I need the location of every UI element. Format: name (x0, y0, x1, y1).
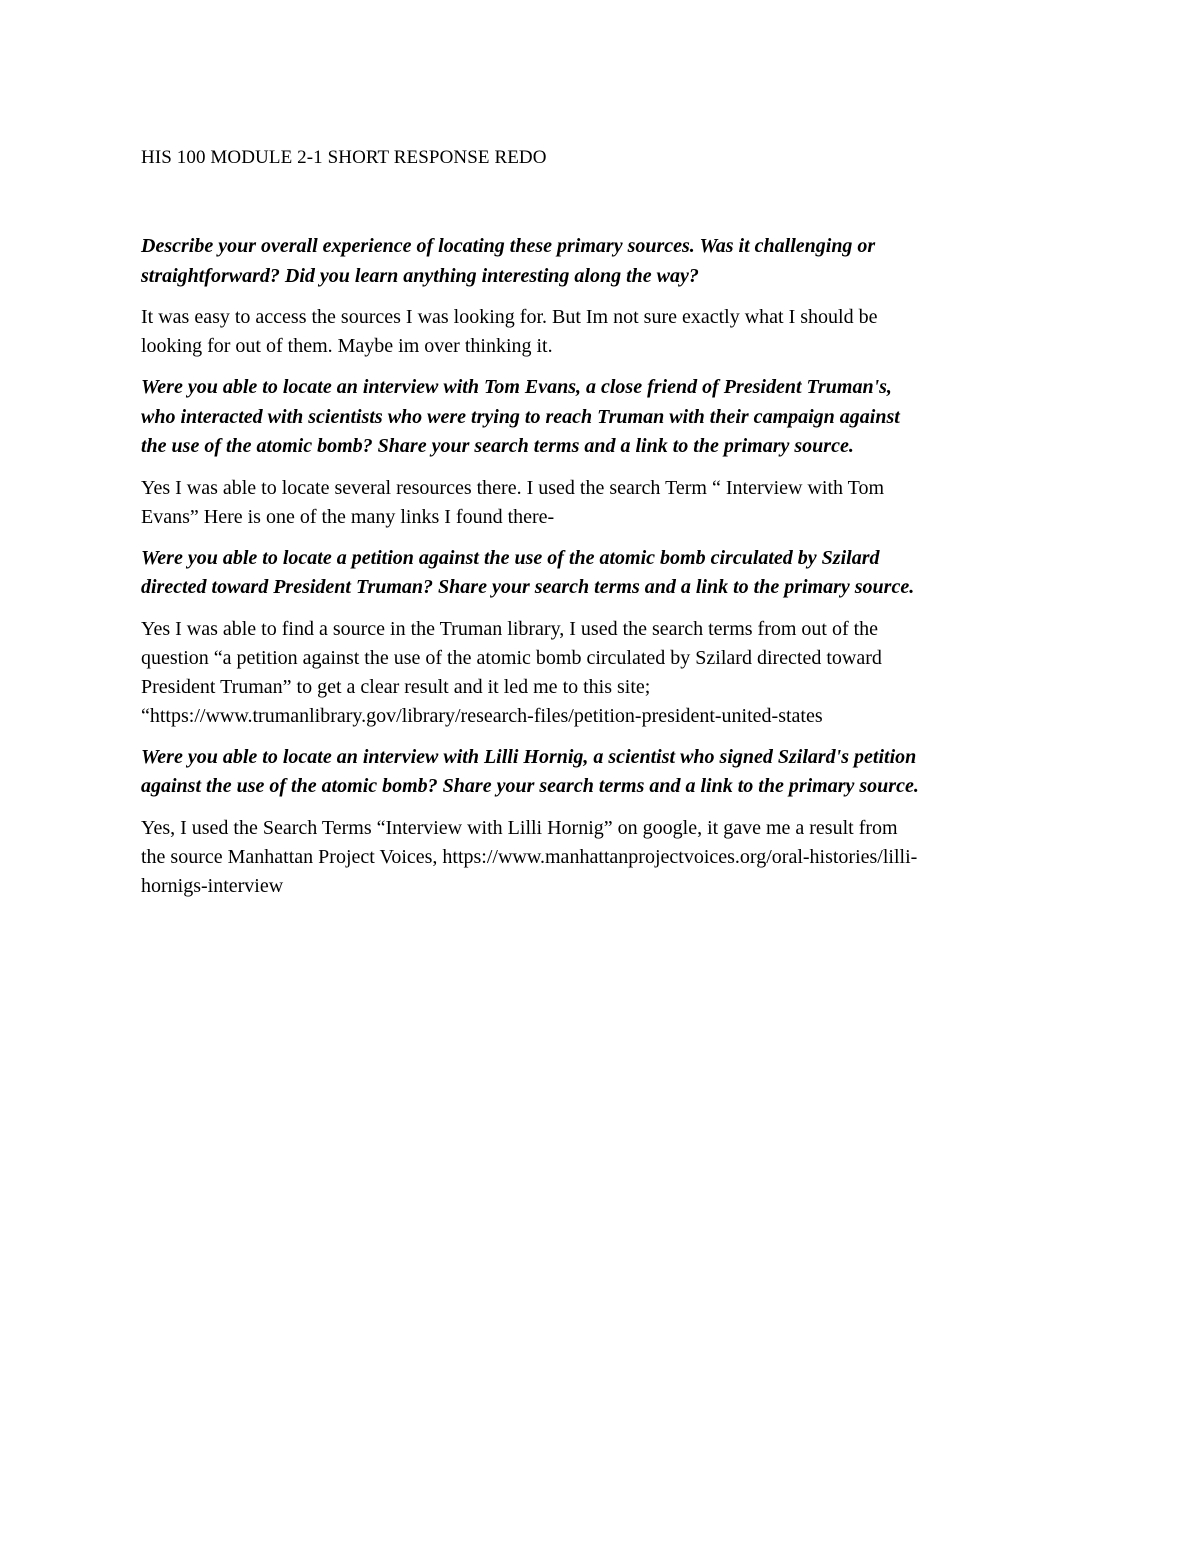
qa-section (141, 544, 1066, 731)
question-line: Were you able to locate a petition against the use of the atomic bomb circulated by Szilard (141, 546, 880, 569)
answer-line: Evans” Here is one of the many links I found there- (141, 505, 555, 528)
qa-section (141, 743, 1066, 901)
question-line: against the use of the atomic bomb? Share your search terms and a link to the primary source. (141, 775, 919, 797)
question-line: who interacted with scientists who were trying to reach Truman with their campaign against (141, 405, 900, 428)
question-4 (141, 743, 1066, 802)
answer-line: Yes, I used the Search Terms “Interview with Lilli Hornig” on google, it gave me a result from (141, 816, 898, 839)
question-1 (141, 232, 1066, 291)
question-line: directed toward President Truman? Share your search terms and a link to the primary source. (141, 576, 915, 598)
answer-2 (141, 474, 1066, 532)
answer-line: hornigs-interview (141, 874, 284, 897)
answer-1 (141, 303, 1066, 361)
answer-link: “https://www.trumanlibrary.gov/library/research-files/petition-president-united-states (141, 704, 823, 727)
document-body (141, 232, 1066, 913)
question-line: Were you able to locate an interview with Tom Evans, a close friend of President Truman's, (141, 376, 892, 398)
answer-3 (141, 615, 1066, 731)
question-2 (141, 373, 1066, 462)
answer-line: question “a petition against the use of the atomic bomb circulated by Szilard directed toward (141, 646, 882, 669)
answer-line: the source Manhattan Project Voices, https://www.manhattanprojectvoices.org/oral-histories/lilli- (141, 845, 918, 868)
question-line: the use of the atomic bomb? Share your search terms and a link to the primary source. (141, 435, 854, 457)
qa-section (141, 373, 1066, 532)
document-title: HIS 100 MODULE 2-1 SHORT RESPONSE REDO (141, 147, 547, 168)
answer-4 (141, 814, 1066, 901)
answer-line: looking for out of them. Maybe im over thinking it. (141, 335, 553, 357)
answer-line: Yes I was able to locate several resources there. I used the search Term “ Interview with Tom (141, 476, 885, 499)
question-3 (141, 544, 1066, 603)
answer-line: It was easy to access the sources I was looking for. But Im not sure exactly what I should be (141, 306, 878, 328)
question-line: Describe your overall experience of locating these primary sources. Was it challenging or (141, 235, 876, 257)
question-line: Were you able to locate an interview with Lilli Hornig, a scientist who signed Szilard's petition (141, 745, 917, 768)
answer-line: Yes I was able to find a source in the Truman library, I used the search terms from out of the (141, 617, 879, 640)
qa-section (141, 232, 1066, 361)
answer-line: President Truman” to get a clear result and it led me to this site; (141, 675, 651, 698)
question-line: straightforward? Did you learn anything interesting along the way? (141, 264, 699, 287)
